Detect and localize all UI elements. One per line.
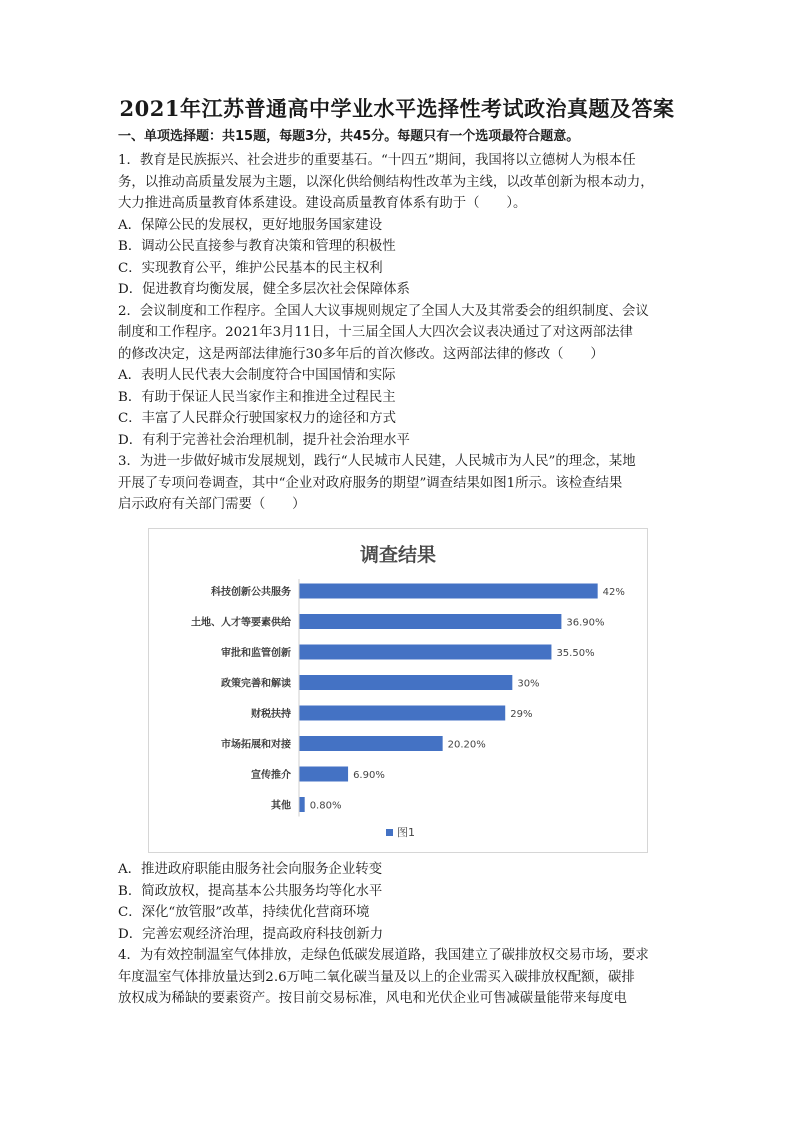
q2-stem-line-3: 的修改决定，这是两部法律施行30多年后的首次修改。这两部法律的修改（ ） — [118, 347, 604, 362]
category-label: 宣传推介 — [251, 770, 291, 781]
q3-stem-line-3: 启示政府有关部门需要（ ） — [118, 497, 306, 512]
survey-result-chart — [148, 528, 648, 853]
q2-option-d: D．有利于完善社会治理机制，提升社会治理水平 — [118, 433, 410, 448]
q1-option-c: C．实现教育公平，维护公民基本的民主权利 — [118, 261, 383, 276]
value-label: 42% — [602, 587, 625, 598]
section-heading: 一、单项选择题：共15题，每题3分，共45分。每题只有一个选项最符合题意。 — [118, 129, 580, 144]
value-label: 0.80% — [309, 800, 342, 812]
document-title: 2021年江苏普通高中学业水平选择性考试政治真题及答案 — [119, 96, 675, 121]
chart-marks — [191, 579, 625, 817]
q1-option-d: D．促进教育均衡发展，健全多层次社会保障体系 — [118, 282, 410, 297]
bar-chart-svg — [149, 529, 647, 852]
category-label: 审批和监管创新 — [221, 648, 291, 659]
q1-stem-line-1: 1．教育是民族振兴、社会进步的重要基石。“十四五”期间，我国将以立德树人为根本任 — [118, 153, 636, 168]
bar-2 — [299, 645, 551, 660]
bar-1 — [299, 614, 561, 629]
bar-6 — [299, 767, 348, 782]
category-label: 土地、人才等要素供给 — [191, 617, 291, 629]
legend-swatch — [386, 829, 393, 836]
category-label: 市场拓展和对接 — [221, 739, 291, 751]
legend-label: 图1 — [397, 826, 415, 839]
q1-stem-line-2: 务，以推动高质量发展为主题，以深化供给侧结构性改革为主线，以改革创新为根本动力， — [118, 175, 654, 190]
q4-stem-line-3: 放权成为稀缺的要素资产。按目前交易标准，风电和光伏企业可售减碳量能带来每度电 — [118, 991, 627, 1006]
q3-option-d: D．完善宏观经济治理，提高政府科技创新力 — [118, 927, 384, 942]
q1-option-b: B．调动公民直接参与教育决策和管理的积极性 — [118, 239, 396, 254]
value-label: 29% — [510, 709, 533, 720]
q3-stem-line-1: 3．为进一步做好城市发展规划，践行“人民城市人民建，人民城市为人民”的理念，某地 — [118, 454, 636, 469]
value-label: 6.90% — [353, 770, 385, 781]
q2-stem-line-2: 制度和工作程序。2021年3月11日，十三届全国人大四次会议表决通过了对这两部法律 — [118, 325, 633, 340]
value-label: 20.20% — [447, 739, 486, 751]
bar-7 — [299, 797, 305, 812]
value-label: 36.90% — [566, 617, 605, 629]
bar-4 — [299, 706, 505, 721]
q3-option-b: B．简政放权，提高基本公共服务均等化水平 — [118, 884, 383, 899]
bar-0 — [299, 584, 598, 599]
q3-option-a: A．推进政府职能由服务社会向服务企业转变 — [118, 862, 383, 877]
category-label: 科技创新公共服务 — [211, 587, 291, 598]
q3-stem-line-2: 开展了专项问卷调查，其中“企业对政府服务的期望”调查结果如图1所示。该检查结果 — [118, 476, 623, 491]
bar-5 — [299, 736, 443, 751]
q2-option-c: C．丰富了人民群众行驶国家权力的途径和方式 — [118, 411, 397, 426]
chart-title: 调查结果 — [359, 544, 437, 566]
q3-option-c: C．深化“放管服”改革，持续优化营商环境 — [118, 905, 370, 920]
q1-option-a: A．保障公民的发展权，更好地服务国家建设 — [118, 218, 383, 233]
bar-3 — [299, 675, 512, 690]
q2-stem-line-1: 2．会议制度和工作程序。全国人大议事规则规定了全国人大及其常委会的组织制度、会议 — [118, 304, 649, 319]
category-label: 政策完善和解读 — [221, 678, 291, 690]
q1-stem-line-3: 大力推进高质量教育体系建设。建设高质量教育体系有助于（ ）。 — [118, 196, 527, 211]
category-label: 财税扶持 — [251, 709, 291, 720]
value-label: 30% — [517, 678, 540, 690]
value-label: 35.50% — [556, 648, 595, 659]
q4-stem-line-2: 年度温室气体排放量达到2.6万吨二氧化碳当量及以上的企业需买入碳排放权配额，碳排 — [118, 970, 635, 985]
q4-stem-line-1: 4．为有效控制温室气体排放，走绿色低碳发展道路，我国建立了碳排放权交易市场，要求 — [118, 948, 649, 963]
q2-option-b: B．有助于保证人民当家作主和推进全过程民主 — [118, 390, 396, 405]
category-label: 其他 — [271, 800, 291, 812]
q2-option-a: A．表明人民代表大会制度符合中国国情和实际 — [118, 368, 396, 383]
